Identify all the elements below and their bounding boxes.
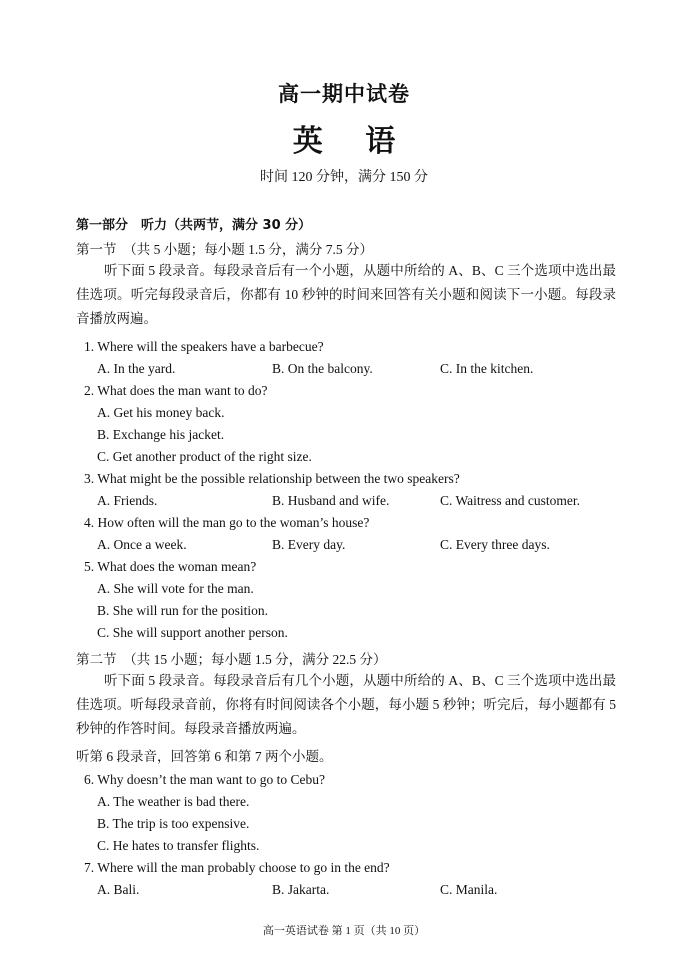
question-4-option-c: C. Every three days.	[440, 537, 550, 552]
question-1-option-b: B. On the balcony.	[272, 361, 373, 376]
question-7-option-a: A. Bali.	[97, 882, 140, 897]
section1-heading: 第一节 （共 5 小题；每小题 1.5 分，满分 7.5 分）	[76, 242, 373, 257]
question-5-option-b: B. She will run for the position.	[97, 603, 268, 618]
question-2-option-b: B. Exchange his jacket.	[97, 427, 225, 442]
part1-heading: 第一部分 听力（共两节，满分 30 分）	[76, 218, 312, 233]
question-7-option-b: B. Jakarta.	[272, 882, 330, 897]
time-info: 时间 120 分钟，满分 150 分	[260, 170, 428, 185]
question-7-option-c: C. Manila.	[440, 882, 498, 897]
subject-title: 英 语	[292, 124, 412, 159]
question-1-option-a: A. In the yard.	[97, 361, 176, 376]
question-5-option-a: A. She will vote for the man.	[97, 581, 254, 596]
question-6-option-a: A. The weather is bad there.	[97, 794, 250, 809]
question-1-option-c: C. In the kitchen.	[440, 361, 534, 376]
section2-heading: 第二节 （共 15 小题；每小题 1.5 分，满分 22.5 分）	[76, 652, 387, 667]
question-2-stem: 2. What does the man want to do?	[84, 383, 268, 398]
question-4-option-b: B. Every day.	[272, 537, 346, 552]
question-3-option-c: C. Waitress and customer.	[440, 493, 581, 508]
question-6-stem: 6. Why doesn’t the man want to go to Cebu?	[84, 772, 325, 787]
question-6-option-b: B. The trip is too expensive.	[97, 816, 250, 831]
question-5-option-c: C. She will support another person.	[97, 625, 288, 640]
section2-instructions: 听下面 5 段录音。每段录音后有几个小题，从题中所给的 A、B、C 三个选项中选出最佳选项。听每段录音前，你将有时间阅读各个小题，每小题 5 秒钟；听完后，每小题都有 5 秒钟的作答时间。每段录音播放两遍。	[76, 673, 616, 736]
question-6-option-c: C. He hates to transfer flights.	[97, 838, 260, 853]
section1-instructions: 听下面 5 段录音。每段录音后有一个小题，从题中所给的 A、B、C 三个选项中选出最佳选项。听完每段录音后，你都有 10 秒钟的时间来回答有关小题和阅读下一小题。每段录音播放两遍。	[76, 263, 616, 326]
question-2-option-a: A. Get his money back.	[97, 405, 225, 420]
question-1-stem: 1. Where will the speakers have a barbecue?	[84, 339, 324, 354]
question-7-stem: 7. Where will the man probably choose to go in the end?	[84, 860, 390, 875]
question-4-option-a: A. Once a week.	[97, 537, 187, 552]
question-3-option-b: B. Husband and wife.	[272, 493, 390, 508]
exam-title: 高一期中试卷	[278, 82, 410, 106]
question-5-stem: 5. What does the woman mean?	[84, 559, 257, 574]
question-3-stem: 3. What might be the possible relationship between the two speakers?	[84, 471, 460, 486]
question-3-option-a: A. Friends.	[97, 493, 158, 508]
question-2-option-c: C. Get another product of the right size.	[97, 449, 312, 464]
question-4-stem: 4. How often will the man go to the woman’s house?	[84, 515, 370, 530]
page-footer: 高一英语试卷 第 1 页（共 10 页）	[262, 925, 426, 937]
passage6-note: 听第 6 段录音，回答第 6 和第 7 两个小题。	[76, 749, 333, 764]
